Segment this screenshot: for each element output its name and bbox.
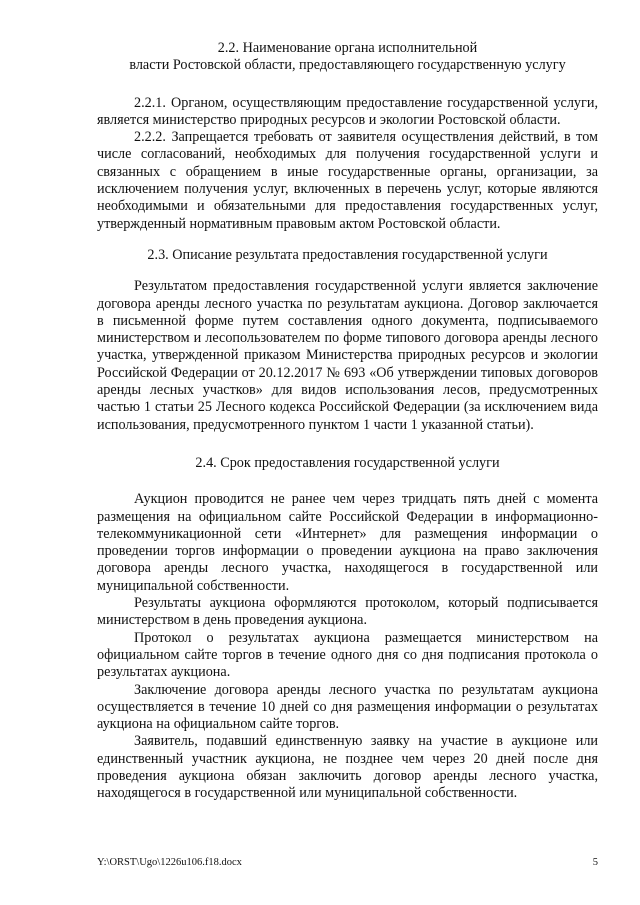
section-2-3-heading: 2.3. Описание результата предоставления государственной услуги: [147, 246, 548, 263]
section-2-4-heading: 2.4. Срок предоставления государственной услуги: [195, 454, 500, 471]
paragraph-2-3-result: Результатом предоставления государственной услуги является заключение договора аренды лесного участка по результатам аукциона. Договор заключается в письменной форме путем составления одного документа, подписываемого министерством и лесопользователем по форме типового договора аренды лесного участка, утвержденной приказом Министерства природных ресурсов и экологии Российской Федерации от 20.12.2017 № 693 «Об утверждении типовых договоров аренды лесных участков» для видов использования лесов, предусмотренных частью 1 статьи 25 Лесного кодекса Российской Федерации (за исключением вида использования, предусмотренного пунктом 1 части 1 указанной статьи).: [97, 278, 598, 433]
section-2-2-heading: [97, 40, 598, 75]
paragraph-2-4-contract-conclusion: Заключение договора аренды лесного участка по результатам аукциона осуществляется в течение 10 дней со дня размещения информации о результатах аукциона на официальном сайте торгов.: [97, 681, 598, 733]
paragraph-2-4-single-applicant: Заявитель, подавший единственную заявку на участие в аукционе или единственный участник аукциона, не позднее чем через 20 дней после дня проведения аукциона обязан заключить договор аренды лесного участка, находящегося в государственной или муниципальной собственности.: [97, 733, 598, 802]
paragraph-2-4-protocol-publication: Протокол о результатах аукциона размещается министерством на официальном сайте торгов в течение одного дня со дня подписания протокола о результатах аукциона.: [97, 629, 598, 681]
document-body: [97, 40, 598, 803]
paragraph-2-4-protocol-signing: Результаты аукциона оформляются протоколом, который подписывается министерством в день проведения аукциона.: [97, 595, 598, 629]
footer-page-number: 5: [592, 857, 598, 868]
paragraph-2-2-2: 2.2.2. Запрещается требовать от заявителя осуществления действий, в том числе согласований, необходимых для получения государственной услуги и связанных с обращением в иные государственные органы, организации, за исключением получения услуг, включенных в перечень услуг, которые являются необходимыми и обязательными для предоставления государственных услуг, утвержденный нормативным правовым актом Ростовской области.: [97, 129, 598, 232]
paragraph-2-2-1: 2.2.1. Органом, осуществляющим предоставление государственной услуги, является министерство природных ресурсов и экологии Ростовской области.: [97, 94, 598, 128]
footer-file-path: Y:\ORST\Ugo\1226u106.f18.docx: [97, 857, 242, 868]
section-2-2-heading-line2: власти Ростовской области, предоставляющего государственную услугу: [129, 57, 566, 74]
paragraph-2-4-auction-timing: Аукцион проводится не ранее чем через тридцать пять дней с момента размещения на официальном сайте Российской Федерации в информационно-телекоммуникационной сети «Интернет» для размещения информации о проведении торгов информации о проведении аукциона на право заключения договора аренды лесного участка, находящегося в государственной или муниципальной собственности.: [97, 491, 598, 594]
section-2-2-heading-line1: 2.2. Наименование органа исполнительной: [217, 40, 478, 56]
